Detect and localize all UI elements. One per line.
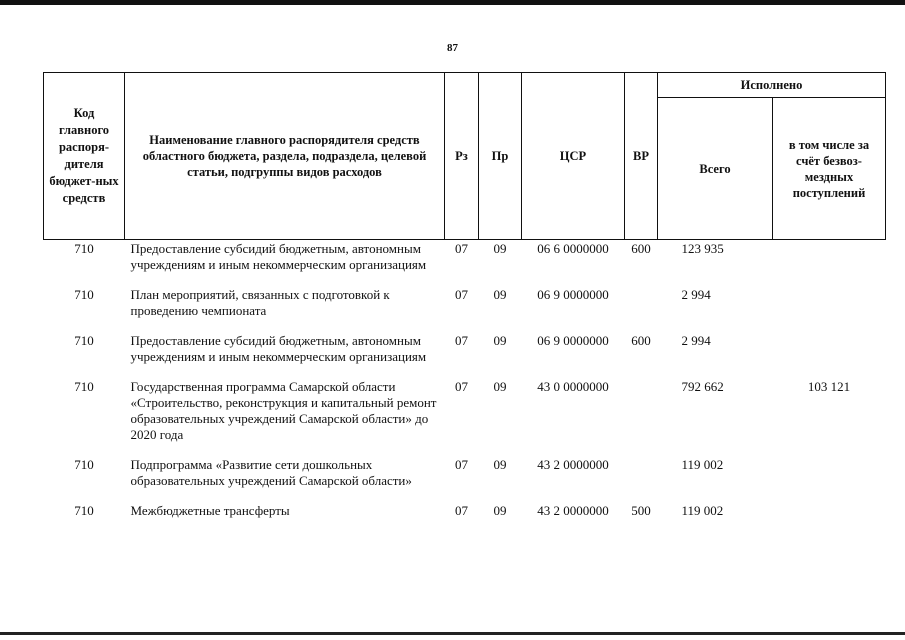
scan-border-top — [0, 0, 905, 5]
cell-csr: 43 2 0000000 — [537, 503, 609, 518]
cell-vr: 600 — [631, 241, 651, 256]
cell-total: 123 935 — [681, 241, 724, 256]
cell-pr: 09 — [493, 379, 507, 394]
cell-rz: 07 — [455, 287, 468, 302]
cell-csr: 43 2 0000000 — [537, 457, 609, 472]
table-body — [44, 240, 886, 534]
cell-pr: 09 — [493, 457, 507, 472]
cell-rz: 07 — [455, 333, 468, 348]
cell-total: 2 994 — [681, 333, 711, 348]
cell-name: План мероприятий, связанных с подготовкой к проведению чемпионата — [130, 287, 390, 318]
cell-name: Подпрограмма «Развитие сети дошкольных образовательных учреждений Самарской области» — [130, 457, 412, 488]
table-row — [44, 240, 886, 288]
cell-code: 710 — [74, 457, 94, 472]
cell-code: 710 — [74, 287, 94, 302]
table-row — [44, 457, 886, 503]
cell-code: 710 — [74, 241, 94, 256]
cell-code: 710 — [74, 379, 94, 394]
cell-pr: 09 — [493, 333, 507, 348]
table-row — [44, 503, 886, 533]
cell-name: Предоставление субсидий бюджетным, автономным учреждениям и иным некоммерческим организациям — [130, 241, 427, 272]
cell-code: 710 — [74, 503, 94, 518]
cell-vr — [625, 287, 658, 333]
cell-free-receipts — [773, 333, 886, 379]
cell-total: 2 994 — [681, 287, 711, 302]
cell-pr: 09 — [493, 503, 507, 518]
cell-vr: 600 — [631, 333, 651, 348]
cell-free-receipts — [773, 240, 886, 288]
cell-rz: 07 — [455, 379, 468, 394]
cell-csr: 43 0 0000000 — [537, 379, 609, 394]
cell-code: 710 — [74, 333, 94, 348]
header-free-receipts: в том числе за счёт безвоз-мездных поступлений — [773, 98, 886, 240]
header-rz: Рз — [445, 73, 479, 240]
header-code: Код главного распоря-дителя бюджет-ных средств — [44, 73, 125, 240]
header-total: Всего — [658, 98, 773, 240]
cell-vr — [625, 457, 658, 503]
table-row — [44, 287, 886, 333]
header-pr: Пр — [479, 73, 522, 240]
cell-free-receipts: 103 121 — [807, 379, 851, 394]
table-header — [44, 73, 886, 240]
cell-total: 119 002 — [681, 457, 724, 472]
header-csr: ЦСР — [522, 73, 625, 240]
cell-rz: 07 — [455, 457, 468, 472]
table-row — [44, 379, 886, 457]
header-executed: Исполнено — [658, 73, 886, 98]
cell-total: 792 662 — [681, 379, 724, 394]
cell-vr — [625, 379, 658, 457]
cell-rz: 07 — [455, 241, 468, 256]
cell-csr: 06 6 0000000 — [537, 241, 609, 256]
cell-name: Предоставление субсидий бюджетным, автономным учреждениям и иным некоммерческим организациям — [130, 333, 427, 364]
page-number: 87 — [447, 42, 458, 54]
cell-pr: 09 — [493, 241, 507, 256]
scan-border-bottom — [0, 632, 905, 635]
header-vr: ВР — [625, 73, 658, 240]
cell-pr: 09 — [493, 287, 507, 302]
cell-name: Межбюджетные трансферты — [130, 503, 290, 518]
cell-rz: 07 — [455, 503, 468, 518]
cell-csr: 06 9 0000000 — [537, 287, 609, 302]
cell-free-receipts — [773, 457, 886, 503]
cell-total: 119 002 — [681, 503, 724, 518]
cell-name: Государственная программа Самарской области «Строительство, реконструкция и капитальный ремонт образовательных учреждений Самарской области» до 2020 года — [130, 379, 437, 442]
budget-table — [43, 72, 886, 533]
cell-vr: 500 — [631, 503, 651, 518]
budget-table-container — [43, 72, 885, 533]
cell-free-receipts — [773, 503, 886, 533]
cell-csr: 06 9 0000000 — [537, 333, 609, 348]
cell-free-receipts — [773, 287, 886, 333]
table-row — [44, 333, 886, 379]
header-name: Наименование главного распорядителя средств областного бюджета, раздела, подраздела, целевой статьи, подгруппы видов расходов — [125, 73, 445, 240]
